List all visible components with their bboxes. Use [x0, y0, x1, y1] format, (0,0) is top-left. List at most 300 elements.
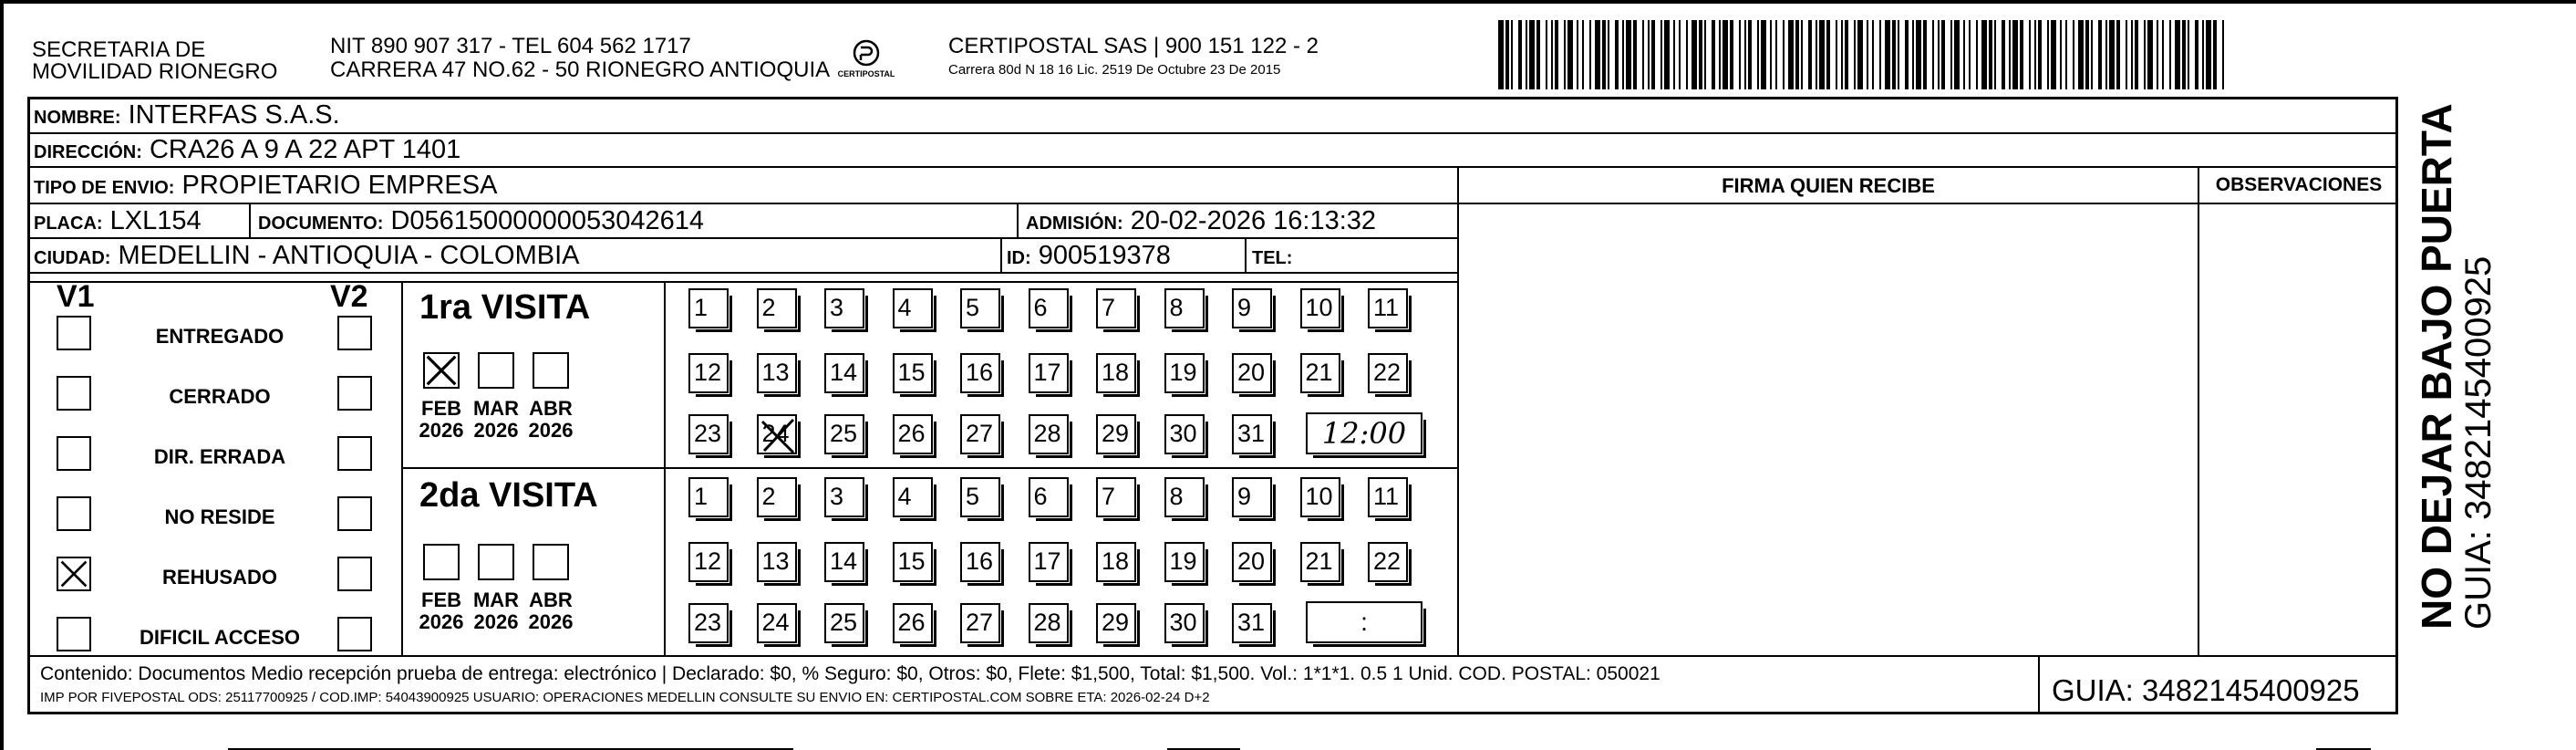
- barcode-bar: [2009, 20, 2011, 89]
- barcode-bar: [2065, 20, 2067, 89]
- barcode-bar: [1748, 20, 1752, 89]
- status-label: ENTREGADO: [155, 325, 284, 348]
- status-v2-checkbox[interactable]: [337, 436, 372, 471]
- visit2-day-number: 14: [830, 547, 858, 575]
- barcode-bar: [2078, 20, 2084, 89]
- visit2-day-box[interactable]: [960, 603, 1000, 643]
- visit1-day-box[interactable]: [893, 288, 933, 328]
- barcode-bar: [1845, 20, 1848, 89]
- id-label: ID:: [1007, 248, 1031, 268]
- shipment-type-row: [34, 171, 497, 203]
- barcode-bar: [2091, 20, 2093, 89]
- visit2-day-box[interactable]: [1164, 542, 1205, 582]
- visit1-day-box[interactable]: [688, 414, 729, 454]
- visit1-day-box[interactable]: [757, 414, 797, 454]
- sender-address: CARRERA 47 NO.62 - 50 RIONEGRO ANTIOQUIA: [330, 57, 831, 82]
- barcode-bar: [2144, 20, 2146, 89]
- barcode-bar: [2162, 20, 2164, 89]
- visit2-time-box[interactable]: [1306, 601, 1422, 643]
- visit1-day-box[interactable]: [1232, 288, 1272, 328]
- visit1-day-box[interactable]: [1029, 288, 1069, 328]
- visit2-day-number: 7: [1102, 483, 1116, 510]
- visit2-month-checkbox[interactable]: [423, 544, 460, 580]
- status-label: DIFICIL ACCESO: [139, 626, 300, 649]
- visit1-day-number: 11: [1373, 294, 1400, 321]
- visit2-day-number: 17: [1033, 547, 1061, 575]
- visit2-day-number: 6: [1033, 483, 1048, 510]
- barcode-bar: [1981, 20, 1987, 89]
- visit1-day-box[interactable]: [1029, 353, 1069, 393]
- barcode-bar: [1808, 20, 1812, 89]
- barcode-bar: [2135, 20, 2138, 89]
- barcode-bar: [2073, 20, 2074, 89]
- plate-row: [34, 206, 202, 238]
- visit2-day-box[interactable]: [824, 477, 864, 517]
- visit1-day-number: 1: [694, 294, 709, 321]
- visit1-day-box[interactable]: [824, 414, 864, 454]
- status-label: REHUSADO: [162, 566, 277, 589]
- visit1-month-label: ABR: [529, 397, 573, 420]
- footer-imp: IMP POR FIVEPOSTAL ODS: 25117700925 / COD.IMP: 54043900925 USUARIO: OPERACIONES MEDELLIN CONSULTE SU ENVIO EN: CERTIPOSTAL.COM SOBRE ETA: 2026-02-24 D+2: [40, 690, 1210, 705]
- barcode-bar: [2020, 20, 2023, 89]
- shipment-type: PROPIETARIO EMPRESA: [181, 171, 498, 200]
- carrier-license: Carrera 80d N 18 16 Lic. 2519 De Octubre 23 De 2015: [948, 62, 1281, 78]
- visit1-month-checkbox[interactable]: [533, 352, 569, 389]
- visit1-day-box[interactable]: [757, 288, 797, 328]
- barcode-bar: [2202, 20, 2204, 89]
- visit2-day-number: 9: [1237, 483, 1252, 510]
- observations-area[interactable]: [2199, 204, 2398, 655]
- barcode-bar: [2175, 20, 2180, 89]
- barcode-bar: [1602, 20, 1606, 89]
- visit2-day-box[interactable]: [1029, 477, 1069, 517]
- barcode-bar: [1912, 20, 1914, 89]
- visit1-day-number: 23: [694, 420, 722, 447]
- barcode-bar: [2098, 20, 2102, 89]
- barcode-bar: [1963, 20, 1965, 89]
- barcode-bar: [2126, 20, 2127, 89]
- visit1-day-box[interactable]: [893, 353, 933, 393]
- barcode-bar: [1699, 20, 1702, 89]
- barcode-bar: [2195, 20, 2198, 89]
- status-v2-checkbox[interactable]: [337, 316, 372, 350]
- plate-value: LXL154: [109, 206, 202, 235]
- footer-content: Contenido: Documentos Medio recepción prueba de entrega: electrónico | Declarado: $0, % Seguro: $0, Otros: $0, Flete: $1,500, Total: $1,500. Vol.: 1*1*1. 0.5 1 Unid. COD. POSTAL: 050021: [40, 663, 1660, 684]
- barcode-bar: [1941, 20, 1945, 89]
- visit2-month-checkbox[interactable]: [478, 544, 514, 580]
- id-row: [1007, 241, 1171, 273]
- barcode-bar: [1795, 20, 1799, 89]
- top-edge-line: [0, 0, 2576, 4]
- barcode-bar: [1633, 20, 1637, 89]
- barcode-bar: [1642, 20, 1644, 89]
- visit1-day-number: 26: [897, 420, 926, 447]
- visit2-day-box[interactable]: [960, 477, 1000, 517]
- visit2-title: 2da VISITA: [419, 476, 598, 515]
- barcode-bar: [1770, 20, 1772, 89]
- visit1-day-number: 13: [761, 359, 790, 386]
- barcode-bar: [1686, 20, 1688, 89]
- barcode-bar: [2131, 20, 2133, 89]
- barcode-bar: [1739, 20, 1741, 89]
- visit1-day-number: 25: [830, 420, 858, 447]
- barcode-bar: [2109, 20, 2115, 89]
- id-value: 900519378: [1038, 241, 1171, 270]
- visit1-day-number: 31: [1237, 420, 1266, 447]
- status-label: DIR. ERRADA: [153, 445, 286, 468]
- barcode-bar: [1526, 20, 1527, 89]
- status-v1-checkbox[interactable]: [57, 557, 91, 591]
- plate-label: PLACA:: [34, 214, 103, 234]
- visit1-day-box[interactable]: [1300, 353, 1340, 393]
- barcode-bar: [1816, 20, 1817, 89]
- side-guia: GUIA: 3482145400925: [2458, 255, 2498, 630]
- visit1-day-number: 8: [1169, 294, 1184, 321]
- visit2-day-box[interactable]: [1368, 477, 1408, 517]
- barcode-bar: [2157, 20, 2158, 89]
- visit2-day-box[interactable]: [757, 603, 797, 643]
- visit2-day-box[interactable]: [824, 603, 864, 643]
- barcode-bar: [1879, 20, 1881, 89]
- visit1-day-number: 12: [694, 359, 722, 386]
- sender-nit: NIT 890 907 317 - TEL 604 562 1717: [330, 34, 691, 58]
- visit1-day-number: 15: [897, 359, 926, 386]
- visit1-day-box[interactable]: [757, 353, 797, 393]
- visit1-day-box[interactable]: [1096, 288, 1136, 328]
- barcode-bar: [1854, 20, 1856, 89]
- status-v1-checkbox[interactable]: [57, 496, 91, 531]
- visit1-day-number: 18: [1102, 359, 1130, 386]
- barcode-bar: [2206, 20, 2211, 89]
- status-v1-checkbox[interactable]: [57, 617, 91, 651]
- visit2-day-box[interactable]: [893, 542, 933, 582]
- visit2-day-box[interactable]: [1096, 603, 1136, 643]
- barcode-bar: [2029, 20, 2031, 89]
- visit2-month-label: FEB: [421, 589, 461, 611]
- visit1-day-box[interactable]: [1164, 353, 1205, 393]
- barcode-bar: [1589, 20, 1591, 89]
- barcode-bar: [1723, 20, 1728, 89]
- status-label: NO RESIDE: [164, 505, 275, 528]
- visit1-month-year: 2026: [528, 419, 574, 442]
- visit2-day-box[interactable]: [1300, 542, 1340, 582]
- sender-name-line-2: MOVILIDAD RIONEGRO: [32, 59, 278, 84]
- handwritten-x-mark: [757, 414, 799, 456]
- address-label: DIRECCIÓN:: [34, 142, 142, 162]
- visit1-day-number: 30: [1169, 420, 1197, 447]
- footer-guia: GUIA: 3482145400925: [2052, 673, 2360, 707]
- visit2-day-number: 20: [1237, 547, 1266, 575]
- visit2-day-number: 4: [897, 483, 912, 510]
- visit2-day-box[interactable]: [688, 603, 729, 643]
- barcode-bar: [1660, 20, 1662, 89]
- visit1-day-box[interactable]: [960, 414, 1000, 454]
- barcode-bar: [1648, 20, 1650, 89]
- visit1-day-box[interactable]: [688, 288, 729, 328]
- barcode-bar: [1898, 20, 1899, 89]
- visit2-day-number: 12: [694, 547, 722, 575]
- visit2-day-number: 11: [1373, 483, 1400, 510]
- visit2-day-box[interactable]: [1096, 477, 1136, 517]
- visit2-day-number: 25: [830, 609, 858, 636]
- barcode-bar: [1950, 20, 1952, 89]
- visit2-month-year: 2026: [528, 610, 574, 633]
- visit2-day-box[interactable]: [1096, 542, 1136, 582]
- visit1-day-box[interactable]: [824, 288, 864, 328]
- visit1-day-box[interactable]: [1164, 288, 1205, 328]
- recipient-name: INTERFAS S.A.S.: [128, 100, 340, 130]
- visit1-day-number: 7: [1102, 294, 1116, 321]
- visit2-day-box[interactable]: [1232, 603, 1272, 643]
- visit1-day-number: 17: [1033, 359, 1061, 386]
- document-row: [258, 206, 704, 238]
- barcode-bar: [1664, 20, 1670, 89]
- visit1-day-number: 3: [830, 294, 844, 321]
- barcode-bar: [1595, 20, 1600, 89]
- visit2-day-number: 8: [1169, 483, 1184, 510]
- visit1-day-number: 19: [1169, 359, 1197, 386]
- visit2-day-number: 27: [966, 609, 994, 636]
- barcode-bar: [1651, 20, 1655, 89]
- barcode-bar: [1841, 20, 1843, 89]
- visit1-month-year: 2026: [419, 419, 464, 442]
- visit1-day-number: 28: [1033, 420, 1061, 447]
- barcode-bar: [2051, 20, 2056, 89]
- visit1-month-checkbox[interactable]: [478, 352, 514, 389]
- visit2-day-number: 24: [761, 609, 790, 636]
- barcode-bar: [1704, 20, 1706, 89]
- barcode-bar: [1857, 20, 1863, 89]
- no-dejar-warning: NO DEJAR BAJO PUERTA: [2413, 103, 2460, 630]
- barcode-bar: [2038, 20, 2042, 89]
- visit1-day-box[interactable]: [1300, 288, 1340, 328]
- barcode-bar: [1872, 20, 1874, 89]
- observations-header: OBSERVACIONES: [2215, 174, 2383, 195]
- barcode-bar: [1615, 20, 1619, 89]
- status-v1-checkbox[interactable]: [57, 376, 91, 411]
- barcode-bar: [1564, 20, 1566, 89]
- visit1-day-number: 6: [1033, 294, 1048, 321]
- visit1-day-box[interactable]: [1232, 414, 1272, 454]
- carrier-info: CERTIPOSTAL SAS | 900 151 122 - 2: [948, 34, 1319, 58]
- barcode-bar: [1867, 20, 1868, 89]
- visit2-day-number: 29: [1102, 609, 1130, 636]
- visit2-day-number: 21: [1305, 547, 1333, 575]
- visit2-day-box[interactable]: [824, 542, 864, 582]
- barcode-bar: [2182, 20, 2186, 89]
- barcode-bar: [1679, 20, 1681, 89]
- visit1-month-label: MAR: [472, 397, 520, 420]
- barcode-bar: [2034, 20, 2036, 89]
- visit2-day-box[interactable]: [1029, 542, 1069, 582]
- visit1-day-box[interactable]: [824, 353, 864, 393]
- visit2-month-label: MAR: [472, 589, 520, 611]
- visit2-day-number: 5: [966, 483, 980, 510]
- barcode-bar: [1819, 20, 1825, 89]
- barcode-bar: [1994, 20, 1996, 89]
- visit1-day-box[interactable]: [688, 353, 729, 393]
- barcode-bar: [1826, 20, 1830, 89]
- visit2-time: :: [1360, 608, 1368, 636]
- visit2-day-number: 30: [1169, 609, 1197, 636]
- barcode-bar: [1892, 20, 1896, 89]
- visit2-day-number: 18: [1102, 547, 1130, 575]
- sender-name-line-1: SECRETARIA DE: [32, 37, 206, 62]
- barcode-bar: [1551, 20, 1553, 89]
- visit1-day-box[interactable]: [1029, 414, 1069, 454]
- visit2-day-box[interactable]: [1232, 477, 1272, 517]
- visit1-day-number: 5: [966, 294, 980, 321]
- barcode-bar: [1622, 20, 1624, 89]
- admission-value: 20-02-2026 16:13:32: [1130, 206, 1377, 235]
- barcode-bar: [1989, 20, 1992, 89]
- visit1-month-year: 2026: [473, 419, 519, 442]
- barcode-bar: [1608, 20, 1609, 89]
- visit1-day-box[interactable]: [960, 288, 1000, 328]
- visit2-day-number: 31: [1237, 609, 1266, 636]
- barcode-bar: [1511, 20, 1513, 89]
- visit2-day-number: 3: [830, 483, 844, 510]
- barcode-bar: [2047, 20, 2049, 89]
- visit1-time: 12:00: [1321, 416, 1407, 451]
- status-v2-checkbox[interactable]: [337, 617, 372, 651]
- visit1-day-number: 2: [761, 294, 776, 321]
- barcode-bar: [1691, 20, 1697, 89]
- visit2-day-number: 16: [966, 547, 994, 575]
- status-v1-checkbox[interactable]: [57, 316, 91, 350]
- barcode-bar: [1954, 20, 1960, 89]
- barcode-bar: [1976, 20, 1978, 89]
- barcode-bar: [1932, 20, 1934, 89]
- barcode-bar: [2085, 20, 2089, 89]
- tel-row: [1252, 241, 1292, 273]
- visit1-day-box[interactable]: [1096, 414, 1136, 454]
- left-edge-line: [0, 0, 4, 750]
- tel-label: TEL:: [1252, 248, 1293, 268]
- document-value: D05615000000053042614: [390, 206, 704, 235]
- visit2-day-box[interactable]: [960, 542, 1000, 582]
- barcode-bar: [1577, 20, 1578, 89]
- visit2-day-number: 2: [761, 483, 776, 510]
- visit2-day-box[interactable]: [1232, 542, 1272, 582]
- visit1-day-number: 29: [1102, 420, 1130, 447]
- barcode-bar: [1505, 20, 1509, 89]
- v2-header: V2: [330, 279, 368, 314]
- visit1-day-number: 14: [830, 359, 858, 386]
- visit2-day-box[interactable]: [757, 477, 797, 517]
- barcode-bar: [1783, 20, 1785, 89]
- visit2-day-box[interactable]: [1164, 477, 1205, 517]
- barcode-bar: [1885, 20, 1890, 89]
- visit1-day-number: 16: [966, 359, 994, 386]
- visit2-day-number: 22: [1373, 547, 1402, 575]
- visit1-day-box[interactable]: [960, 353, 1000, 393]
- shipment-label: TIPO DE ENVIO:: [34, 178, 175, 198]
- visit2-month-year: 2026: [419, 610, 464, 633]
- barcode-bar: [1546, 20, 1547, 89]
- city-label: CIUDAD:: [34, 248, 111, 268]
- side-notice: [2415, 103, 2498, 630]
- barcode-bar: [1555, 20, 1558, 89]
- visit1-day-box[interactable]: [893, 414, 933, 454]
- status-label: CERRADO: [169, 385, 271, 408]
- visit1-month-checkbox[interactable]: [423, 352, 460, 389]
- barcode-bar: [2188, 20, 2189, 89]
- barcode-bar: [2116, 20, 2120, 89]
- status-v2-checkbox[interactable]: [337, 557, 372, 591]
- barcode-bar: [2169, 20, 2171, 89]
- visit2-day-box[interactable]: [688, 542, 729, 582]
- certipostal-logo-icon: [834, 38, 898, 84]
- barcode-bar: [1730, 20, 1733, 89]
- barcode-bar: [1788, 20, 1794, 89]
- visit1-day-number: 22: [1373, 359, 1402, 386]
- status-v2-checkbox[interactable]: [337, 376, 372, 411]
- barcode-bar: [2147, 20, 2153, 89]
- document-label: DOCUMENTO:: [258, 214, 384, 234]
- visit2-day-number: 23: [694, 609, 722, 636]
- barcode-bar: [1518, 20, 1522, 89]
- visit1-day-box[interactable]: [1368, 353, 1408, 393]
- name-label: NOMBRE:: [34, 108, 121, 128]
- barcode-bar: [1529, 20, 1535, 89]
- visit2-day-box[interactable]: [757, 542, 797, 582]
- status-v2-checkbox[interactable]: [337, 496, 372, 531]
- visit1-day-number: 24: [761, 420, 790, 447]
- recipient-name-row: [34, 100, 340, 132]
- barcode-bar: [1938, 20, 1940, 89]
- visit1-time-box[interactable]: [1306, 412, 1422, 454]
- barcode-bar: [2213, 20, 2217, 89]
- visit2-day-box[interactable]: [1164, 603, 1205, 643]
- visit1-day-box[interactable]: [1164, 414, 1205, 454]
- visit2-day-number: 10: [1305, 483, 1333, 510]
- visit1-day-number: 20: [1237, 359, 1266, 386]
- recipient-address: CRA26 A 9 A 22 APT 1401: [149, 135, 461, 164]
- visit2-day-number: 19: [1169, 547, 1197, 575]
- visit2-day-box[interactable]: [1300, 477, 1340, 517]
- visit1-day-number: 27: [966, 420, 994, 447]
- visit1-day-box[interactable]: [1232, 353, 1272, 393]
- visit2-day-box[interactable]: [1029, 603, 1069, 643]
- city-row: [34, 241, 580, 273]
- visit1-day-number: 10: [1305, 294, 1333, 321]
- barcode-bar: [2105, 20, 2107, 89]
- visit1-day-box[interactable]: [1368, 288, 1408, 328]
- status-v1-checkbox[interactable]: [57, 436, 91, 471]
- signature-area[interactable]: [1459, 204, 2198, 655]
- visit2-day-box[interactable]: [893, 477, 933, 517]
- barcode-bar: [1626, 20, 1631, 89]
- visit2-day-number: 1: [694, 483, 709, 510]
- barcode-bar: [1836, 20, 1837, 89]
- visit1-day-number: 4: [897, 294, 912, 321]
- visit1-day-box[interactable]: [1096, 353, 1136, 393]
- barcode-bar: [1916, 20, 1921, 89]
- barcode-bar: [2222, 20, 2224, 89]
- barcode-bar: [1969, 20, 1971, 89]
- barcode-bar: [1712, 20, 1715, 89]
- visit2-day-box[interactable]: [688, 477, 729, 517]
- logo-text: CERTIPOSTAL: [837, 69, 895, 78]
- visit2-day-box[interactable]: [1368, 542, 1408, 582]
- visit2-day-number: 13: [761, 547, 790, 575]
- visit2-day-box[interactable]: [893, 603, 933, 643]
- barcode-bar: [1905, 20, 1909, 89]
- barcode-bar: [2012, 20, 2018, 89]
- barcode-bar: [1923, 20, 1927, 89]
- visit2-month-checkbox[interactable]: [533, 544, 569, 580]
